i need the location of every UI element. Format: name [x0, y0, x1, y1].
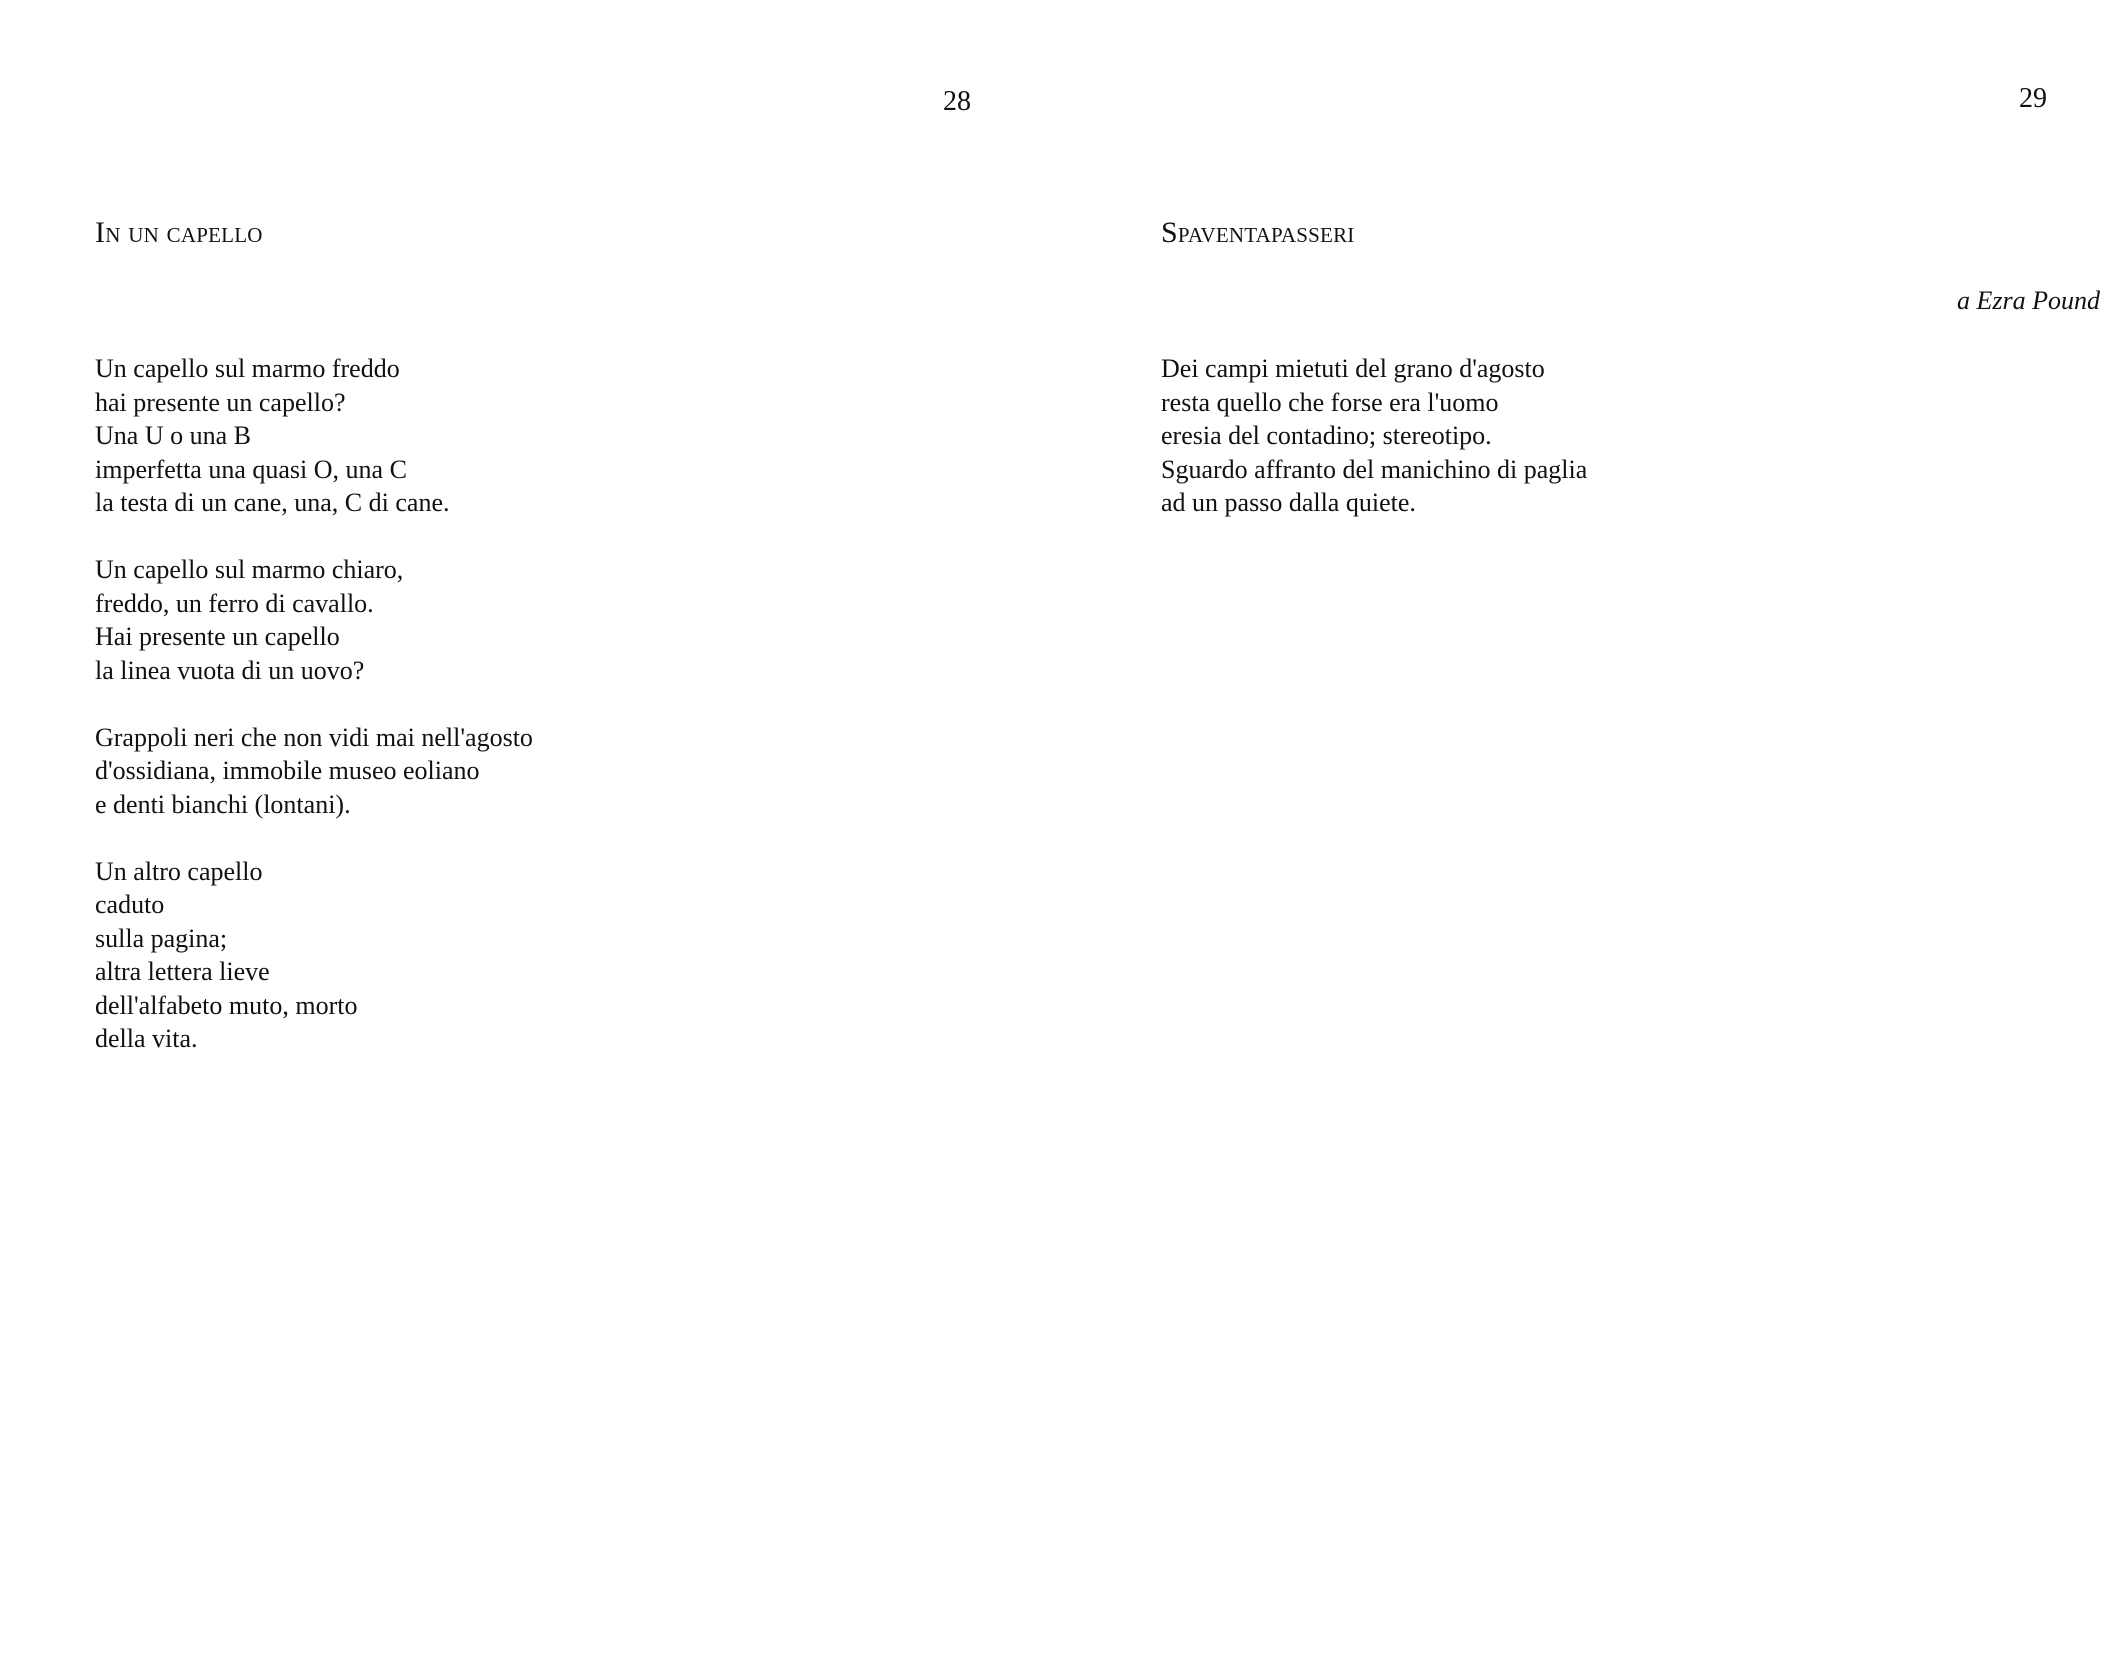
poem-line: e denti bianchi (lontani).	[95, 789, 351, 819]
poem-line: imperfetta una quasi O, una C	[95, 454, 407, 484]
poem-line: Un altro capello	[95, 856, 263, 886]
poem-title: In un capello	[95, 216, 263, 249]
stanza	[95, 855, 995, 1056]
poem-line: eresia del contadino; stereotipo.	[1161, 421, 1492, 450]
poem-line: hai presente un capello?	[95, 387, 346, 417]
left-page	[0, 0, 1062, 1653]
poem-body	[95, 352, 995, 1056]
poem-title: Spaventapasseri	[1161, 216, 1355, 249]
poem-line: Una U o una B	[95, 421, 251, 450]
poem-line: Un capello sul marmo freddo	[95, 354, 400, 383]
poem-line: sulla pagina;	[95, 923, 228, 953]
dedication: a Ezra Pound	[1957, 286, 2100, 315]
poem-line: la linea vuota di un uovo?	[95, 655, 365, 685]
stanza	[1161, 352, 2061, 520]
poem-line: resta quello che forse era l'uomo	[1161, 387, 1499, 417]
poem-body	[1161, 352, 2061, 520]
right-page	[1062, 0, 2125, 1653]
poem-line: della vita.	[95, 1024, 198, 1053]
poem-line: d'ossidiana, immobile museo eoliano	[95, 756, 480, 785]
poem-line: ad un passo dalla quiete.	[1161, 488, 1416, 517]
poem-line: altra lettera lieve	[95, 957, 270, 986]
poem-line: Un capello sul marmo chiaro,	[95, 555, 404, 584]
poem-line: Dei campi mietuti del grano d'agosto	[1161, 354, 1545, 383]
stanza	[95, 352, 995, 520]
poem-line: Grappoli neri che non vidi mai nell'agosto	[95, 722, 533, 752]
page-number: 28	[943, 86, 971, 117]
poem-line: freddo, un ferro di cavallo.	[95, 588, 374, 618]
poem-line: la testa di un cane, una, C di cane.	[95, 488, 450, 517]
poem-line: dell'alfabeto muto, morto	[95, 990, 358, 1020]
poem-line: Hai presente un capello	[95, 622, 340, 651]
stanza	[95, 721, 995, 822]
stanza	[95, 553, 995, 687]
page-number: 29	[2019, 83, 2047, 114]
poem-line: Sguardo affranto del manichino di paglia	[1161, 454, 1588, 484]
poem-line: caduto	[95, 890, 165, 919]
